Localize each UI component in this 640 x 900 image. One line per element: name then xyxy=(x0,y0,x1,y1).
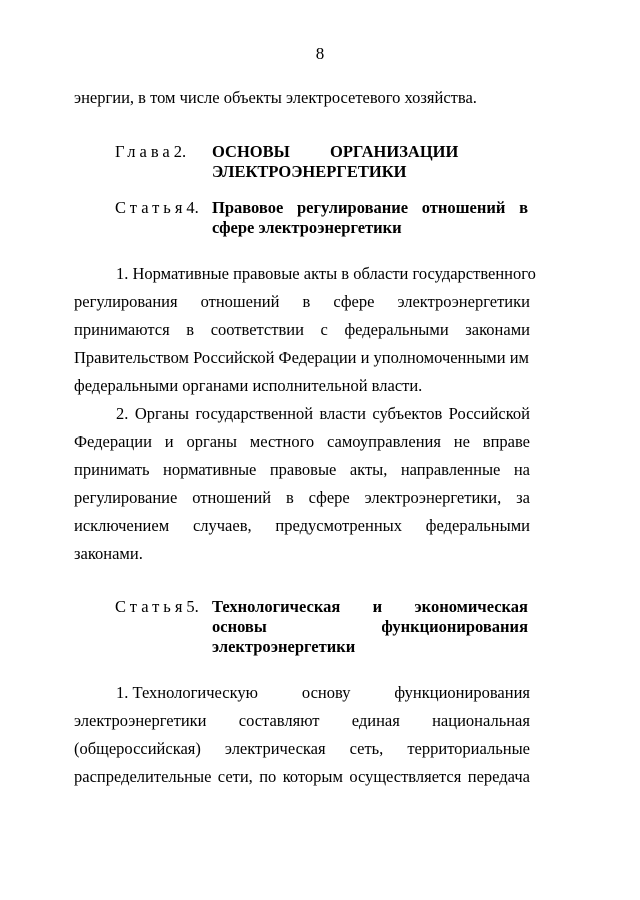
body-word: субъектов xyxy=(372,404,443,423)
body-word: электроэнергетики, xyxy=(364,488,502,507)
body-word: электроэнергетики xyxy=(74,711,207,730)
body-word: правовые xyxy=(269,460,337,479)
body-line xyxy=(116,683,530,703)
chapter-title-line2: ЭЛЕКТРОЭНЕРГЕТИКИ xyxy=(212,162,407,181)
body-line xyxy=(74,348,530,368)
body-word: (общероссийская) xyxy=(74,739,201,758)
article5-title-word: функционирования xyxy=(381,617,528,636)
body-line xyxy=(116,264,536,284)
article4-label xyxy=(115,198,199,218)
body-word: которым xyxy=(282,767,343,786)
chapter-word: Глава xyxy=(115,142,174,161)
body-line xyxy=(74,292,530,312)
body-word: Российской xyxy=(448,404,530,423)
body-word: Федерации xyxy=(74,432,152,451)
body-word: исключением xyxy=(74,516,170,535)
article4-number: 4. xyxy=(186,198,199,217)
article5-number: 5. xyxy=(186,597,199,616)
body-word: осуществляется xyxy=(349,767,462,786)
body-word: Органы xyxy=(134,404,189,423)
body-word: единая xyxy=(351,711,400,730)
body-word: сфере xyxy=(308,488,350,507)
body-word: в xyxy=(186,320,195,339)
body-word: регулирование xyxy=(74,488,178,507)
body-word: акты, xyxy=(349,460,388,479)
article5-word: Статья xyxy=(115,597,187,616)
body-word: сеть, xyxy=(349,739,384,758)
body-word: не xyxy=(453,432,470,451)
body-word: функционирования xyxy=(394,683,530,702)
article4-title-word: в xyxy=(519,198,528,217)
body-word: за xyxy=(516,488,530,507)
body-word: вправе xyxy=(482,432,530,451)
body-word: отношений xyxy=(192,488,272,507)
body-word: федеральными xyxy=(344,320,449,339)
body-word: электрическая xyxy=(224,739,326,758)
body-word: составляют xyxy=(238,711,320,730)
body-line xyxy=(74,376,530,396)
body-word: распределительные xyxy=(74,767,212,786)
body-word: предусмотренных xyxy=(275,516,403,535)
body-word: отношений xyxy=(200,292,280,311)
body-word: электроэнергетики xyxy=(397,292,530,311)
article4-title-line1 xyxy=(212,198,528,218)
body-word: территориальные xyxy=(407,739,530,758)
page-number: 8 xyxy=(315,44,325,63)
body-word: 1. Технологическую xyxy=(116,683,258,702)
body-word: Правительством Российской Федерации и уполномоченными им xyxy=(74,348,529,367)
body-word: нормативные xyxy=(162,460,257,479)
article5-title-line2 xyxy=(212,617,528,637)
body-line xyxy=(74,432,530,452)
article5-title-word: экономическая xyxy=(414,597,528,616)
body-word: регулирования xyxy=(74,292,178,311)
body-word: национальная xyxy=(432,711,530,730)
body-word: направленные xyxy=(400,460,501,479)
chapter-label xyxy=(115,142,186,162)
body-word: органы xyxy=(186,432,237,451)
body-line xyxy=(74,767,530,787)
article4-title-word: регулирование xyxy=(296,198,409,217)
body-word: местного xyxy=(249,432,315,451)
body-line xyxy=(74,516,530,536)
body-word: по xyxy=(259,767,277,786)
article4-title-line2: сфере электроэнергетики xyxy=(212,218,402,237)
chapter-title-part2: ОРГАНИЗАЦИИ xyxy=(330,142,459,161)
body-word: в xyxy=(285,488,294,507)
article5-title-word: основы xyxy=(212,617,267,636)
body-word: основу xyxy=(301,683,351,702)
body-word: передача xyxy=(467,767,530,786)
body-word: 1. Нормативные правовые акты в области государственного xyxy=(116,264,536,283)
article4-title-word: отношений xyxy=(421,198,506,217)
body-line xyxy=(74,320,530,340)
body-word: и xyxy=(164,432,174,451)
article4-word: Статья xyxy=(115,198,187,217)
article5-label xyxy=(115,597,199,617)
body-word: принимать xyxy=(74,460,150,479)
body-word: с xyxy=(320,320,328,339)
article5-title-line3: электроэнергетики xyxy=(212,637,356,656)
intro-text: энергии, в том числе объекты электросетевого хозяйства. xyxy=(74,88,477,107)
body-word: принимаются xyxy=(74,320,170,339)
chapter-title-part1: ОСНОВЫ xyxy=(212,142,290,161)
body-word: самоуправления xyxy=(327,432,441,451)
article5-title-line1 xyxy=(212,597,528,617)
body-word: сфере xyxy=(333,292,375,311)
body-word: в xyxy=(302,292,311,311)
intro-line xyxy=(74,88,530,108)
body-line xyxy=(74,711,530,731)
body-line xyxy=(74,739,530,759)
body-word: федеральными xyxy=(425,516,530,535)
body-word: на xyxy=(513,460,530,479)
body-word: соответствии xyxy=(210,320,304,339)
article4-title-word: Правовое xyxy=(212,198,284,217)
body-word: власти xyxy=(319,404,366,423)
body-word: законами. xyxy=(74,544,143,563)
body-line xyxy=(116,404,530,424)
body-word: государственной xyxy=(195,404,314,423)
body-word: случаев, xyxy=(192,516,252,535)
body-word: законами xyxy=(465,320,530,339)
body-line xyxy=(74,488,530,508)
body-word: федеральными органами исполнительной власти. xyxy=(74,376,423,395)
body-line xyxy=(74,544,530,564)
article5-title-word: и xyxy=(372,597,383,616)
body-word: 2. xyxy=(116,404,129,423)
chapter-number: 2. xyxy=(173,142,187,161)
body-word: сети, xyxy=(217,767,253,786)
body-line xyxy=(74,460,530,480)
article5-title-word: Технологическая xyxy=(212,597,341,616)
